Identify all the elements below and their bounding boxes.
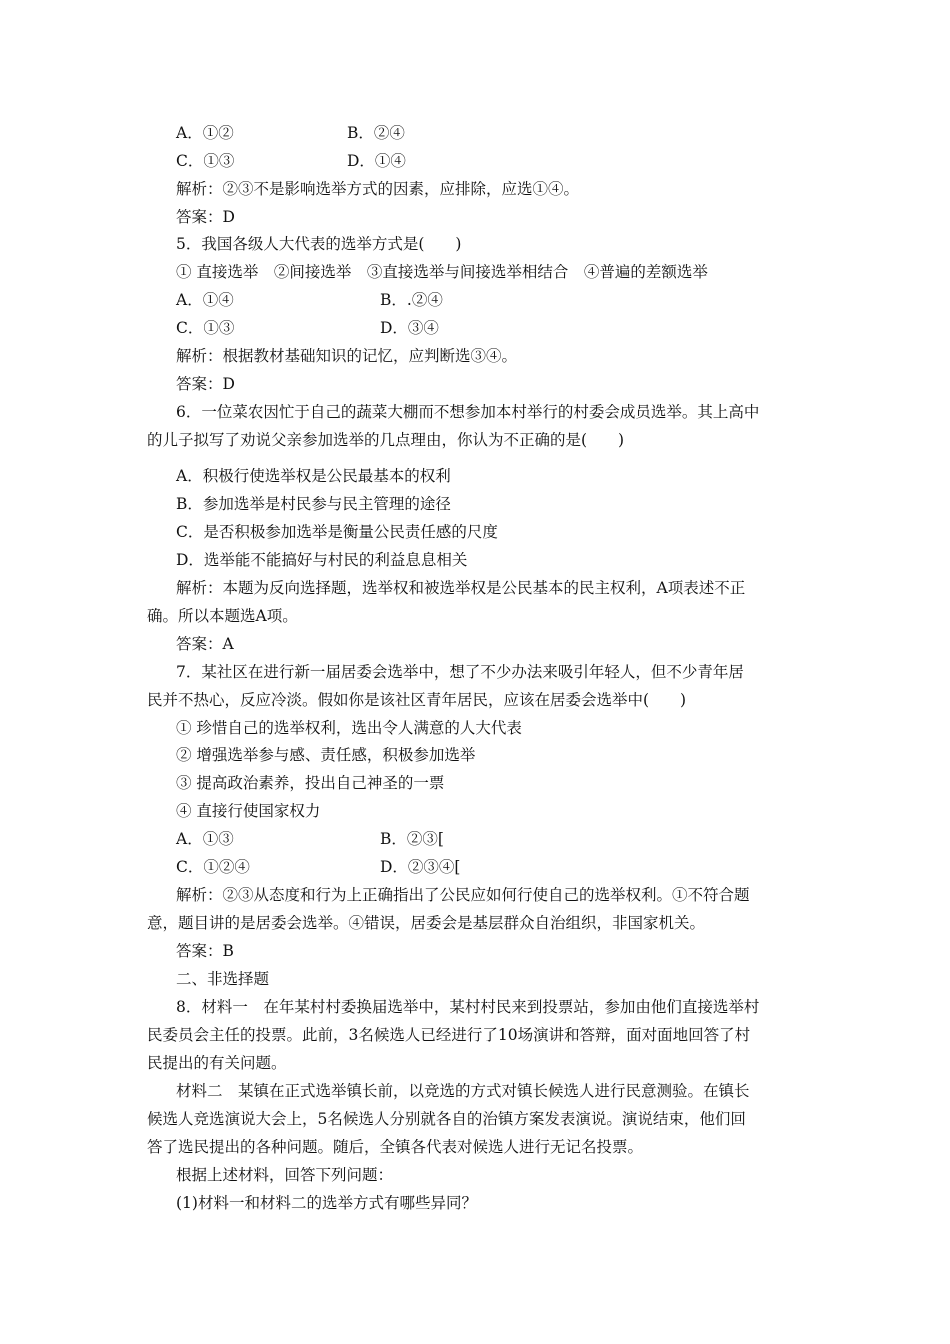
option-b: B．②④ [347, 124, 405, 142]
question-5: 5．我国各级人大代表的选举方式是( ) [176, 235, 462, 253]
option-a: A．①② [176, 124, 234, 142]
sub-question-1: (1)材料一和材料二的选举方式有哪些异同？ [176, 1194, 477, 1212]
option-b: B．参加选举是村民参与民主管理的途径 [176, 495, 451, 513]
answer-text: 答案：B [176, 942, 234, 960]
question-8: 8．材料一 在年某村村委换届选举中，某村村民来到投票站，参加由他们直接选举村 [176, 998, 760, 1016]
option-c: C．①③ [176, 152, 235, 170]
analysis-text: 解析：②③不是影响选举方式的因素，应排除，应选①④。 [176, 180, 580, 198]
material-2-text: 答了选民提出的各种问题。随后，全镇各代表对候选人进行无记名投票。 [147, 1138, 644, 1156]
option-a: A．积极行使选举权是公民最基本的权利 [176, 467, 451, 485]
question-6-continued: 的儿子拟写了劝说父亲参加选举的几点理由，你认为不正确的是( ) [147, 431, 625, 449]
option-c: C．是否积极参加选举是衡量公民责任感的尺度 [176, 523, 498, 541]
question-7-continued: 民并不热心，反应冷淡。假如你是该社区青年居民，应该在居委会选举中( ) [147, 691, 687, 709]
section-heading: 二、非选择题 [176, 970, 270, 988]
option-d: D．选举能不能搞好与村民的利益息息相关 [176, 551, 468, 569]
instruction-text: 根据上述材料，回答下列问题： [176, 1166, 394, 1184]
option-c: C．①③ [176, 319, 235, 337]
option-b: B．.②④ [380, 291, 443, 309]
answer-text: 答案：A [176, 635, 234, 653]
analysis-continued: 意，题目讲的是居委会选举。④错误，居委会是基层群众自治组织，非国家机关。 [147, 914, 706, 932]
analysis-continued: 确。所以本题选A项。 [147, 607, 298, 625]
option-a: A．①④ [176, 291, 234, 309]
analysis-text: 解析：②③从态度和行为上正确指出了公民应如何行使自己的选举权利。①不符合题 [176, 886, 750, 904]
option-d: D．②③④[ [380, 858, 461, 876]
statement-1: ① 珍惜自己的选举权利，选出令人满意的人大代表 [176, 719, 522, 737]
option-d: D．①④ [347, 152, 406, 170]
option-c: C．①②④ [176, 858, 250, 876]
analysis-text: 解析：本题为反向选择题，选举权和被选举权是公民基本的民主权利，A项表述不正 [176, 579, 746, 597]
statement-2: ② 增强选举参与感、责任感，积极参加选举 [176, 746, 476, 764]
question-6: 6．一位菜农因忙于自己的蔬菜大棚而不想参加本村举行的村委会成员选举。其上高中 [176, 403, 760, 421]
answer-text: 答案：D [176, 375, 235, 393]
analysis-text: 解析：根据教材基础知识的记忆，应判断选③④。 [176, 347, 518, 365]
option-d: D．③④ [380, 319, 439, 337]
option-a: A．①③ [176, 830, 234, 848]
option-b: B．②③[ [380, 830, 444, 848]
material-1-text: 民委员会主任的投票。此前，3名候选人已经进行了10场演讲和答辩，面对面地回答了村 [147, 1026, 751, 1044]
statement-4: ④ 直接行使国家权力 [176, 802, 321, 820]
material-1-text: 民提出的有关问题。 [147, 1054, 287, 1072]
question-7: 7．某社区在进行新一届居委会选举中，想了不少办法来吸引年轻人，但不少青年居 [176, 663, 744, 681]
question-5-statements: ① 直接选举 ②间接选举 ③直接选举与间接选举相结合 ④普遍的差额选举 [176, 263, 708, 281]
material-2: 材料二 某镇在正式选举镇长前，以竞选的方式对镇长候选人进行民意测验。在镇长 [176, 1082, 750, 1100]
statement-3: ③ 提高政治素养，投出自己神圣的一票 [176, 774, 445, 792]
material-2-text: 候选人竞选演说大会上，5名候选人分别就各自的治镇方案发表演说。演说结束，他们回 [147, 1110, 746, 1128]
answer-text: 答案：D [176, 208, 235, 226]
